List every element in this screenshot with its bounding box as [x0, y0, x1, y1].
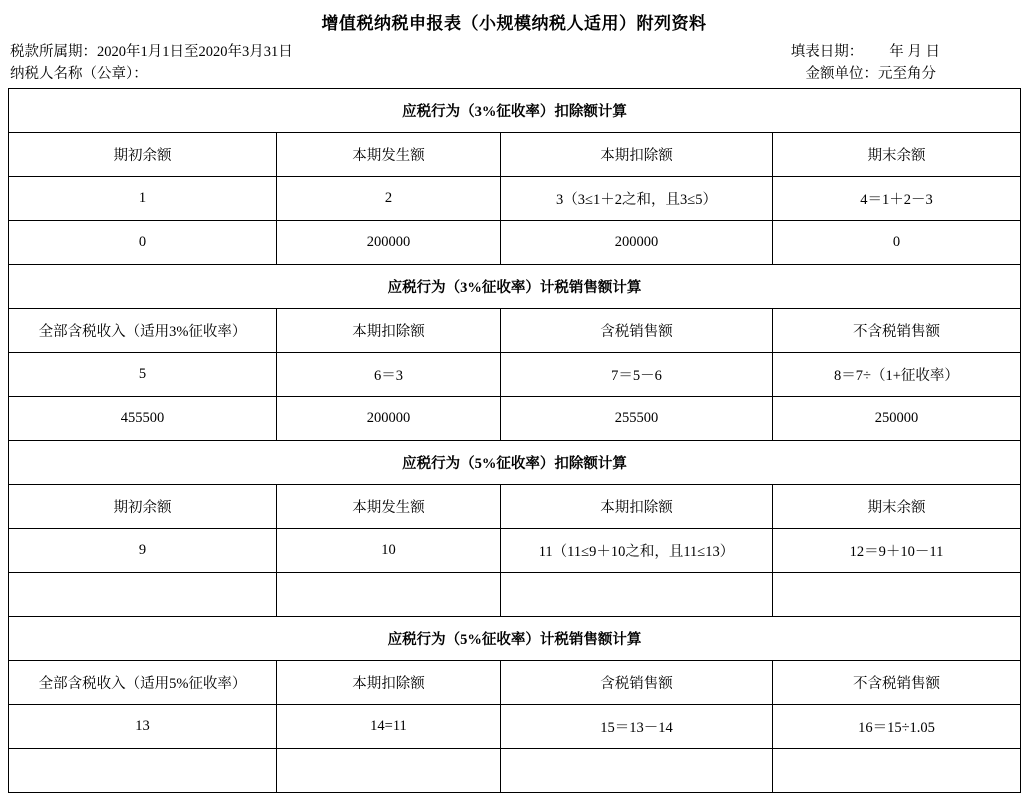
section-title: 应税行为（5%征收率）扣除额计算: [9, 441, 1021, 485]
formula-cell: 14=11: [277, 705, 501, 749]
column-header: 全部含税收入（适用3%征收率）: [9, 309, 277, 353]
column-header: 本期发生额: [277, 133, 501, 177]
value-cell[interactable]: [773, 573, 1021, 617]
value-cell[interactable]: [501, 749, 773, 793]
formula-cell: 11（11≤9＋10之和，且11≤13）: [501, 529, 773, 573]
section-title: 应税行为（3%征收率）扣除额计算: [9, 89, 1021, 133]
tax-period-value: 2020年1月1日至2020年3月31日: [97, 44, 293, 60]
formula-cell: 3（3≤1＋2之和，且3≤5）: [501, 177, 773, 221]
amount-unit-value: 元至角分: [878, 66, 936, 82]
page-title: 增值税纳税申报表（小规模纳税人适用）附列资料: [321, 14, 707, 33]
amount-unit-label: 金额单位：: [805, 66, 878, 82]
fill-date-value: 年 月 日: [889, 44, 940, 60]
formula-cell: 9: [9, 529, 277, 573]
column-header: 含税销售额: [501, 309, 773, 353]
table-row: [9, 265, 1021, 309]
table-row: [9, 353, 1021, 397]
value-cell[interactable]: 250000: [773, 397, 1021, 441]
column-header: 期末余额: [773, 133, 1021, 177]
value-cell[interactable]: [501, 573, 773, 617]
table-row: [9, 749, 1021, 793]
value-cell[interactable]: [773, 749, 1021, 793]
formula-cell: 7＝5－6: [501, 353, 773, 397]
table-row: [9, 309, 1021, 353]
value-cell[interactable]: [277, 573, 501, 617]
column-header: 含税销售额: [501, 661, 773, 705]
amount-unit: [806, 64, 1019, 84]
table-row: [9, 133, 1021, 177]
tax-period-label: 税款所属期：: [10, 44, 97, 60]
column-header: 期初余额: [9, 485, 277, 529]
value-cell[interactable]: 200000: [277, 397, 501, 441]
formula-cell: 15＝13－14: [501, 705, 773, 749]
section-title: 应税行为（5%征收率）计税销售额计算: [9, 617, 1021, 661]
table-row: [9, 89, 1021, 133]
formula-cell: 6＝3: [277, 353, 501, 397]
table-row: [9, 441, 1021, 485]
column-header: 本期扣除额: [277, 309, 501, 353]
column-header: 本期发生额: [277, 485, 501, 529]
table-row: [9, 221, 1021, 265]
column-header: 期末余额: [773, 485, 1021, 529]
value-cell[interactable]: 255500: [501, 397, 773, 441]
column-header: 本期扣除额: [501, 485, 773, 529]
formula-cell: 12＝9＋10－11: [773, 529, 1021, 573]
fill-date-label: 填表日期：: [790, 44, 864, 60]
table-row: [9, 529, 1021, 573]
meta-row-period: [8, 42, 1020, 62]
table-row: [9, 617, 1021, 661]
fill-date: [791, 42, 1018, 62]
value-cell[interactable]: 0: [773, 221, 1021, 265]
column-header: 本期扣除额: [501, 133, 773, 177]
table-row: [9, 705, 1021, 749]
formula-cell: 10: [277, 529, 501, 573]
column-header: 本期扣除额: [277, 661, 501, 705]
tax-period: [10, 42, 293, 62]
column-header: 全部含税收入（适用5%征收率）: [9, 661, 277, 705]
formula-cell: 8＝7÷（1+征收率）: [773, 353, 1021, 397]
table-row: [9, 485, 1021, 529]
section-title: 应税行为（3%征收率）计税销售额计算: [9, 265, 1021, 309]
table-row: [9, 177, 1021, 221]
value-cell[interactable]: [277, 749, 501, 793]
meta-row-taxpayer: [8, 64, 1020, 84]
formula-cell: 13: [9, 705, 277, 749]
table-row: [9, 573, 1021, 617]
value-cell[interactable]: 455500: [9, 397, 277, 441]
column-header: 期初余额: [9, 133, 277, 177]
taxpayer-name-label: 纳税人名称（公章）：: [10, 66, 148, 82]
value-cell[interactable]: [9, 573, 277, 617]
value-cell[interactable]: 200000: [501, 221, 773, 265]
column-header: 不含税销售额: [773, 661, 1021, 705]
formula-cell: 1: [9, 177, 277, 221]
attachment-table: [8, 88, 1021, 793]
column-header: 不含税销售额: [773, 309, 1021, 353]
formula-cell: 16＝15÷1.05: [773, 705, 1021, 749]
formula-cell: 2: [277, 177, 501, 221]
table-row: [9, 661, 1021, 705]
formula-cell: 5: [9, 353, 277, 397]
value-cell[interactable]: 0: [9, 221, 277, 265]
value-cell[interactable]: 200000: [277, 221, 501, 265]
formula-cell: 4＝1＋2－3: [773, 177, 1021, 221]
table-row: [9, 397, 1021, 441]
value-cell[interactable]: [9, 749, 277, 793]
